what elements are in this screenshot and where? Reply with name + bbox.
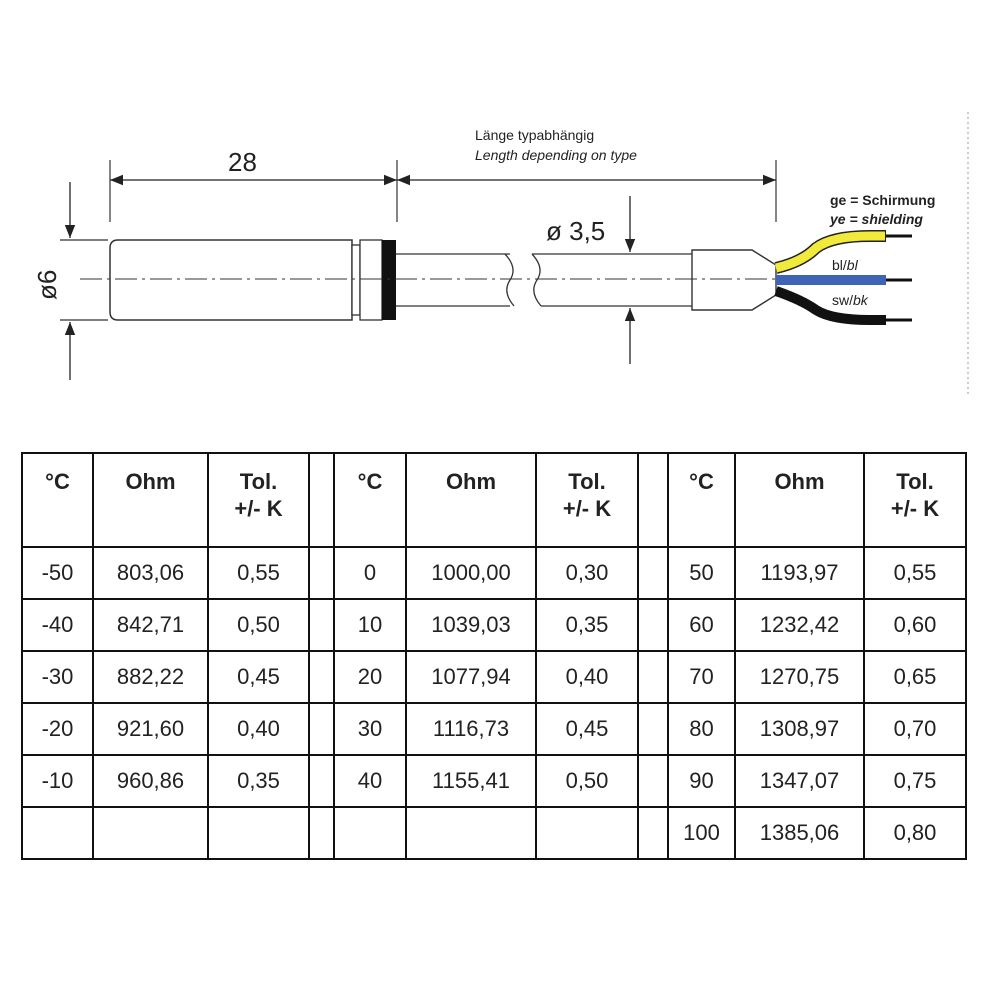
cell-temp: 20 — [334, 651, 406, 703]
cell-tol: 0,30 — [536, 547, 638, 599]
spacer-cell — [638, 547, 668, 599]
cell-tol — [536, 807, 638, 859]
cell-tol: 0,45 — [208, 651, 309, 703]
cell-ohm: 842,71 — [93, 599, 208, 651]
cell-tol: 0,55 — [208, 547, 309, 599]
wire-label-shield-de: ge = Schirmung — [830, 192, 936, 208]
header-ohm: Ohm — [406, 453, 536, 547]
spacer-cell — [309, 453, 334, 547]
table-header-row — [22, 453, 966, 547]
cell-ohm: 1077,94 — [406, 651, 536, 703]
cell-ohm — [406, 807, 536, 859]
cell-temp: 0 — [334, 547, 406, 599]
sensor-housing — [110, 240, 352, 320]
cell-temp: 10 — [334, 599, 406, 651]
cell-ohm — [93, 807, 208, 859]
wire-label-blue: bl/bl — [832, 257, 858, 273]
cell-tol: 0,80 — [864, 807, 966, 859]
cell-tol: 0,60 — [864, 599, 966, 651]
cell-tol: 0,65 — [864, 651, 966, 703]
table-row — [22, 703, 966, 755]
cell-temp — [334, 807, 406, 859]
resistance-table — [21, 452, 967, 860]
header-ohm: Ohm — [93, 453, 208, 547]
cell-ohm: 1155,41 — [406, 755, 536, 807]
cell-tol: 0,35 — [208, 755, 309, 807]
cell-ohm: 1385,06 — [735, 807, 864, 859]
dim-cable-diameter: ø 3,5 — [546, 216, 606, 246]
cell-temp: 40 — [334, 755, 406, 807]
header-temp: °C — [334, 453, 406, 547]
spacer-cell — [309, 807, 334, 859]
resistance-table-wrap — [21, 452, 967, 860]
cell-tol: 0,50 — [536, 755, 638, 807]
table-row — [22, 807, 966, 859]
spacer-cell — [309, 703, 334, 755]
header-ohm: Ohm — [735, 453, 864, 547]
cell-ohm: 1116,73 — [406, 703, 536, 755]
cell-tol — [208, 807, 309, 859]
spacer-cell — [638, 807, 668, 859]
sealing-ring — [382, 240, 396, 320]
housing-collar — [360, 240, 382, 320]
cell-temp — [22, 807, 93, 859]
spacer-cell — [638, 453, 668, 547]
cable-end-sleeve — [692, 250, 776, 310]
wire-black — [776, 291, 886, 320]
table-row — [22, 755, 966, 807]
table-row — [22, 651, 966, 703]
cell-temp: -10 — [22, 755, 93, 807]
cell-ohm: 1308,97 — [735, 703, 864, 755]
dim-housing-diameter: ø6 — [32, 269, 62, 300]
cell-tol: 0,45 — [536, 703, 638, 755]
cell-temp: -50 — [22, 547, 93, 599]
cell-ohm: 803,06 — [93, 547, 208, 599]
cell-ohm: 1000,00 — [406, 547, 536, 599]
cell-ohm: 1232,42 — [735, 599, 864, 651]
cell-temp: 80 — [668, 703, 735, 755]
cable-length-label-de: Länge typabhängig — [475, 127, 595, 143]
cell-temp: -20 — [22, 703, 93, 755]
cell-temp: 90 — [668, 755, 735, 807]
cell-tol: 0,40 — [208, 703, 309, 755]
spacer-cell — [309, 547, 334, 599]
dim-housing-length: 28 — [228, 147, 257, 177]
spacer-cell — [638, 755, 668, 807]
cable-break-left — [505, 254, 514, 306]
cell-ohm: 1347,07 — [735, 755, 864, 807]
cell-ohm: 1039,03 — [406, 599, 536, 651]
cell-tol: 0,70 — [864, 703, 966, 755]
spacer-cell — [309, 755, 334, 807]
cell-temp: 50 — [668, 547, 735, 599]
wire-label-black: sw/bk — [832, 292, 868, 308]
header-tol: Tol. +/- K — [864, 453, 966, 547]
cell-temp: -40 — [22, 599, 93, 651]
sensor-dimension-drawing — [0, 0, 993, 420]
header-tol: Tol. +/- K — [208, 453, 309, 547]
header-temp: °C — [668, 453, 735, 547]
table-row — [22, 547, 966, 599]
wire-label-shield-en: ye = shielding — [830, 211, 923, 227]
spacer-cell — [638, 703, 668, 755]
cell-temp: 60 — [668, 599, 735, 651]
table-row — [22, 599, 966, 651]
housing-step — [352, 245, 360, 315]
spacer-cell — [309, 651, 334, 703]
cell-ohm: 960,86 — [93, 755, 208, 807]
cell-temp: 100 — [668, 807, 735, 859]
cell-tol: 0,55 — [864, 547, 966, 599]
cell-ohm: 882,22 — [93, 651, 208, 703]
cell-ohm: 1270,75 — [735, 651, 864, 703]
header-tol: Tol. +/- K — [536, 453, 638, 547]
cable-break-right — [532, 254, 541, 306]
spacer-cell — [309, 599, 334, 651]
cell-ohm: 1193,97 — [735, 547, 864, 599]
cell-tol: 0,75 — [864, 755, 966, 807]
cell-temp: 70 — [668, 651, 735, 703]
cell-ohm: 921,60 — [93, 703, 208, 755]
spacer-cell — [638, 651, 668, 703]
header-temp: °C — [22, 453, 93, 547]
cell-temp: 30 — [334, 703, 406, 755]
cable-length-label-en: Length depending on type — [475, 147, 637, 163]
cell-tol: 0,35 — [536, 599, 638, 651]
cell-temp: -30 — [22, 651, 93, 703]
cell-tol: 0,50 — [208, 599, 309, 651]
spacer-cell — [638, 599, 668, 651]
cell-tol: 0,40 — [536, 651, 638, 703]
